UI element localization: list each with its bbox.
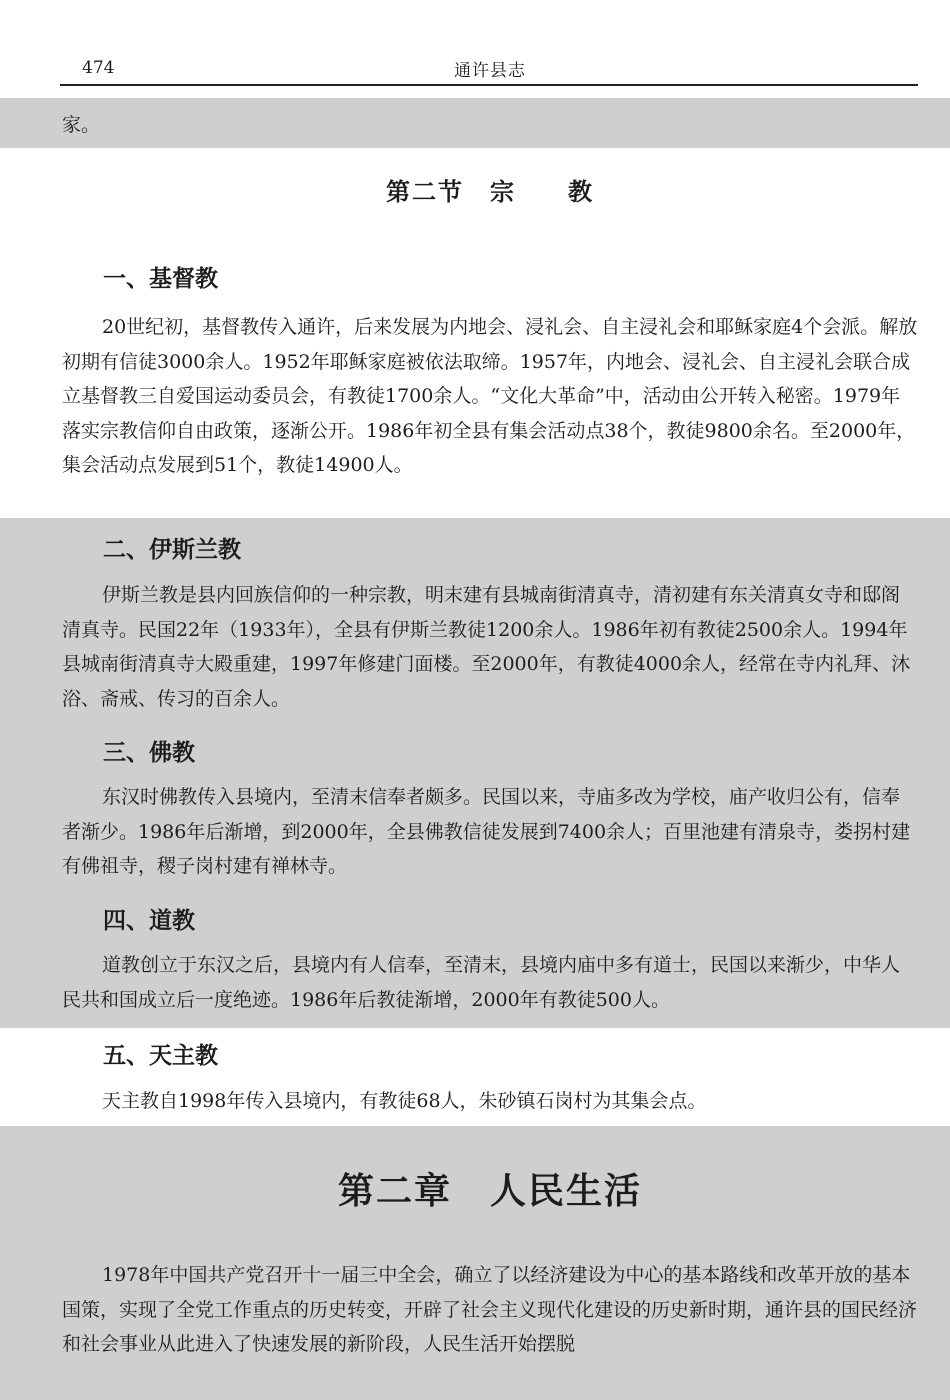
subsection-body: 东汉时佛教传入县境内，至清末信奉者颇多。民国以来，寺庙多改为学校，庙产收归公有，信奉者渐少。1986年后渐增，到2000年，全县佛教信徒发展到7400余人；百里池建有清泉寺，娄拐村建有佛祖寺，稷子岗村建有禅林寺。 bbox=[62, 786, 911, 877]
subsection-body: 伊斯兰教是县内回族信仰的一种宗教，明末建有县城南街清真寺，清初建有东关清真女寺和邸阁清真寺。民国22年（1933年），全县有伊斯兰教徒1200余人。1986年初有教徒2500余人。1994年县城南街清真寺大殿重建，1997年修建门面楼。至2000年，有教徒4000余人，经常在寺内礼拜、沐浴、斋戒、传习的百余人。 bbox=[62, 584, 911, 710]
subsection-heading: 五、天主教 bbox=[103, 1043, 218, 1069]
subsection-heading: 一、基督教 bbox=[103, 266, 218, 292]
subsection-heading: 四、道教 bbox=[103, 908, 195, 934]
chapter-title: 第二章 人民生活 bbox=[337, 1171, 642, 1212]
chapter-intro: 1978年中国共产党召开十一届三中全会，确立了以经济建设为中心的基本路线和改革开放的基本国策，实现了全党工作重点的历史转变，开辟了社会主义现代化建设的历史新时期，通许县的国民经济和社会事业从此进入了快速发展的新阶段，人民生活开始摆脱 bbox=[62, 1264, 918, 1355]
subsection-body: 20世纪初，基督教传入通许，后来发展为内地会、浸礼会、自主浸礼会和耶稣家庭4个会派。解放初期有信徒3000余人。1952年耶稣家庭被依法取缔。1957年，内地会、浸礼会、自主浸礼会联合成立基督教三自爱国运动委员会，有教徒1700余人。“文化大革命”中，活动由公开转入秘密。1979年落实宗教信仰自由政策，逐渐公开。1986年初全县有集会活动点38个，教徒9800余名。至2000年，集会活动点发展到51个，教徒14900人。 bbox=[62, 316, 918, 476]
section-title: 第二节 宗 教 bbox=[386, 178, 594, 206]
subsection-body: 天主教自1998年传入县境内，有教徒68人，朱砂镇石岗村为其集会点。 bbox=[102, 1090, 707, 1112]
carryover-text: 家。 bbox=[62, 114, 101, 136]
subsection-heading: 二、伊斯兰教 bbox=[103, 537, 241, 563]
subsection-heading: 三、佛教 bbox=[103, 740, 195, 766]
subsection-body: 道教创立于东汉之后，县境内有人信奉，至清末，县境内庙中多有道士，民国以来渐少，中华人民共和国成立后一度绝迹。1986年后教徒渐增，2000年有教徒500人。 bbox=[62, 954, 901, 1011]
page-number: 474 bbox=[82, 58, 115, 78]
running-head: 通许县志 bbox=[454, 61, 526, 81]
header-rule bbox=[60, 84, 918, 86]
